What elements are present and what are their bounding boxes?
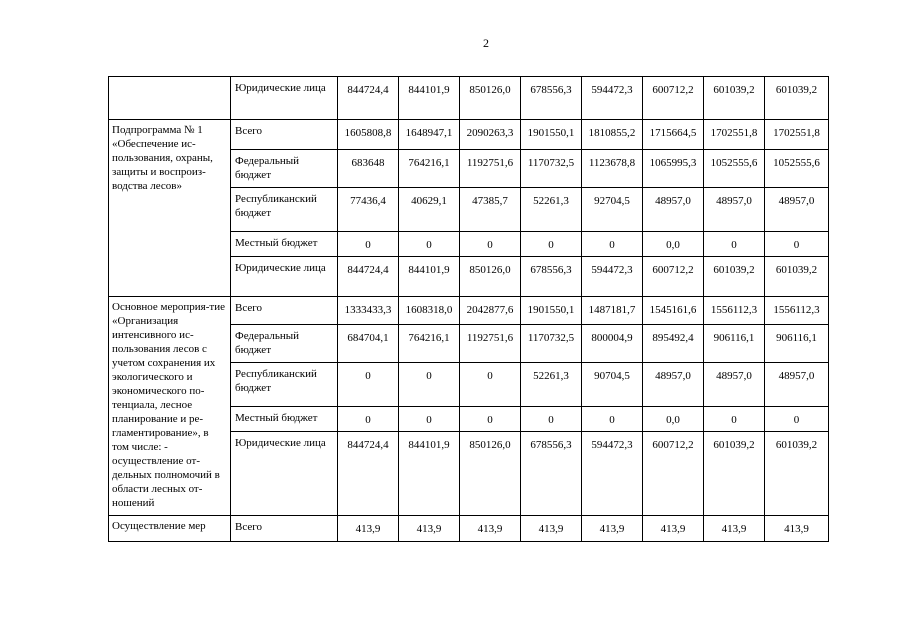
value-cell: 800004,9	[582, 325, 643, 363]
value-cell: 0	[460, 407, 521, 432]
value-cell: 844724,4	[338, 257, 399, 297]
value-cell: 0	[338, 363, 399, 407]
funding-source-cell: Юридические лица	[231, 257, 338, 297]
funding-source-cell: Местный бюджет	[231, 232, 338, 257]
value-cell: 678556,3	[521, 77, 582, 120]
value-cell: 1901550,1	[521, 297, 582, 325]
value-cell: 1333433,3	[338, 297, 399, 325]
value-cell: 601039,2	[704, 77, 765, 120]
value-cell: 413,9	[704, 516, 765, 542]
table-row	[109, 297, 829, 325]
value-cell: 48957,0	[643, 188, 704, 232]
value-cell: 1648947,1	[399, 120, 460, 150]
value-cell: 601039,2	[704, 257, 765, 297]
value-cell: 844101,9	[399, 77, 460, 120]
funding-source-cell: Всего	[231, 297, 338, 325]
value-cell: 413,9	[643, 516, 704, 542]
funding-source-cell: Всего	[231, 516, 338, 542]
value-cell: 2090263,3	[460, 120, 521, 150]
table-body	[109, 77, 829, 542]
value-cell: 1192751,6	[460, 325, 521, 363]
value-cell: 413,9	[521, 516, 582, 542]
value-cell: 0	[399, 363, 460, 407]
value-cell: 683648	[338, 150, 399, 188]
value-cell: 0	[582, 232, 643, 257]
value-cell: 48957,0	[704, 188, 765, 232]
value-cell: 0	[765, 407, 829, 432]
program-label-cell: Осуществление мер	[109, 516, 231, 542]
funding-source-cell: Юридические лица	[231, 77, 338, 120]
value-cell: 0	[582, 407, 643, 432]
value-cell: 764216,1	[399, 150, 460, 188]
value-cell: 47385,7	[460, 188, 521, 232]
table-row	[109, 77, 829, 120]
value-cell: 844101,9	[399, 257, 460, 297]
program-label-cell: Подпрограмма № 1 «Обеспечение ис-пользования, охраны, защиты и воспроиз-водства лесов»	[109, 120, 231, 297]
value-cell: 1810855,2	[582, 120, 643, 150]
value-cell: 601039,2	[704, 432, 765, 516]
value-cell: 678556,3	[521, 257, 582, 297]
program-label-cell	[109, 77, 231, 120]
value-cell: 0	[460, 363, 521, 407]
value-cell: 1605808,8	[338, 120, 399, 150]
table-row	[109, 516, 829, 542]
value-cell: 90704,5	[582, 363, 643, 407]
value-cell: 1608318,0	[399, 297, 460, 325]
value-cell: 77436,4	[338, 188, 399, 232]
value-cell: 906116,1	[765, 325, 829, 363]
funding-source-cell: Республиканский бюджет	[231, 363, 338, 407]
funding-source-cell: Юридические лица	[231, 432, 338, 516]
page-number: 2	[483, 36, 489, 50]
value-cell: 0	[704, 232, 765, 257]
value-cell: 600712,2	[643, 77, 704, 120]
funding-source-cell: Всего	[231, 120, 338, 150]
value-cell: 413,9	[460, 516, 521, 542]
value-cell: 52261,3	[521, 188, 582, 232]
value-cell: 1487181,7	[582, 297, 643, 325]
value-cell: 1170732,5	[521, 150, 582, 188]
value-cell: 92704,5	[582, 188, 643, 232]
value-cell: 684704,1	[338, 325, 399, 363]
value-cell: 413,9	[765, 516, 829, 542]
value-cell: 0	[704, 407, 765, 432]
value-cell: 1556112,3	[765, 297, 829, 325]
value-cell: 2042877,6	[460, 297, 521, 325]
value-cell: 594472,3	[582, 257, 643, 297]
value-cell: 1170732,5	[521, 325, 582, 363]
funding-source-cell: Федеральный бюджет	[231, 325, 338, 363]
value-cell: 1052555,6	[704, 150, 765, 188]
funding-source-cell: Федеральный бюджет	[231, 150, 338, 188]
value-cell: 895492,4	[643, 325, 704, 363]
value-cell: 601039,2	[765, 77, 829, 120]
value-cell: 600712,2	[643, 432, 704, 516]
value-cell: 844724,4	[338, 432, 399, 516]
value-cell: 1192751,6	[460, 150, 521, 188]
value-cell: 594472,3	[582, 432, 643, 516]
value-cell: 0	[399, 232, 460, 257]
value-cell: 850126,0	[460, 257, 521, 297]
value-cell: 0,0	[643, 407, 704, 432]
value-cell: 601039,2	[765, 432, 829, 516]
value-cell: 40629,1	[399, 188, 460, 232]
value-cell: 48957,0	[765, 188, 829, 232]
value-cell: 1901550,1	[521, 120, 582, 150]
value-cell: 906116,1	[704, 325, 765, 363]
value-cell: 0	[765, 232, 829, 257]
value-cell: 48957,0	[704, 363, 765, 407]
funding-source-cell: Местный бюджет	[231, 407, 338, 432]
value-cell: 1545161,6	[643, 297, 704, 325]
value-cell: 1123678,8	[582, 150, 643, 188]
value-cell: 413,9	[582, 516, 643, 542]
value-cell: 844101,9	[399, 432, 460, 516]
value-cell: 601039,2	[765, 257, 829, 297]
value-cell: 1702551,8	[765, 120, 829, 150]
value-cell: 1702551,8	[704, 120, 765, 150]
value-cell: 1556112,3	[704, 297, 765, 325]
value-cell: 52261,3	[521, 363, 582, 407]
value-cell: 600712,2	[643, 257, 704, 297]
program-label-cell: Основное мероприя-тие «Организация интенсивного ис-пользования лесов с учетом сохранения их экологического и экономического по-тенциала, лесное планирование и ре-гламентирование», в том числе: - осуществление от-дельных полномочий в области лесных от-ношений	[109, 297, 231, 516]
value-cell: 1715664,5	[643, 120, 704, 150]
value-cell: 48957,0	[643, 363, 704, 407]
value-cell: 764216,1	[399, 325, 460, 363]
value-cell: 844724,4	[338, 77, 399, 120]
table-row	[109, 120, 829, 150]
value-cell: 594472,3	[582, 77, 643, 120]
value-cell: 850126,0	[460, 77, 521, 120]
value-cell: 0	[338, 407, 399, 432]
value-cell: 0	[521, 407, 582, 432]
value-cell: 0	[460, 232, 521, 257]
value-cell: 1065995,3	[643, 150, 704, 188]
value-cell: 0,0	[643, 232, 704, 257]
value-cell: 48957,0	[765, 363, 829, 407]
value-cell: 0	[338, 232, 399, 257]
budget-table	[108, 76, 829, 542]
value-cell: 413,9	[399, 516, 460, 542]
value-cell: 413,9	[338, 516, 399, 542]
funding-source-cell: Республиканский бюджет	[231, 188, 338, 232]
value-cell: 1052555,6	[765, 150, 829, 188]
value-cell: 678556,3	[521, 432, 582, 516]
value-cell: 0	[521, 232, 582, 257]
value-cell: 0	[399, 407, 460, 432]
value-cell: 850126,0	[460, 432, 521, 516]
